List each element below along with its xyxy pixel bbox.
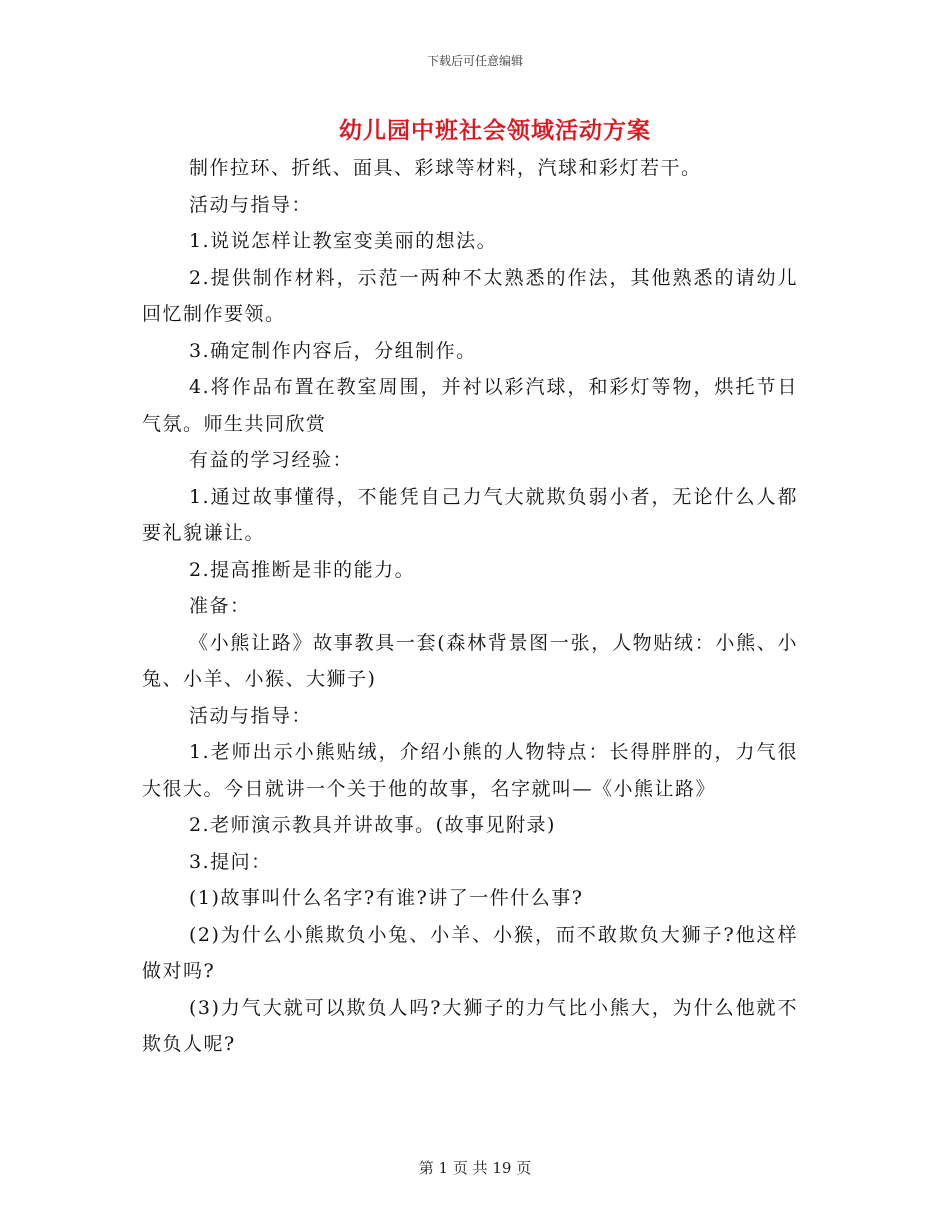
list-item: 1.老师出示小熊贴绒，介绍小熊的人物特点：长得胖胖的，力气很大很大。今日就讲一个关于他的故事，名字就叫—《小熊让路》 (142, 741, 798, 800)
list-item: 2.提供制作材料，示范一两种不太熟悉的作法，其他熟悉的请幼儿回忆制作要领。 (142, 266, 798, 325)
page-footer: 第 1 页 共 19 页 (418, 1159, 532, 1177)
list-item: 4.将作品布置在教室周围，并衬以彩汽球，和彩灯等物，烘托节日气氛。师生共同欣赏 (142, 376, 798, 435)
section-heading: 准备： (189, 595, 251, 617)
section-heading: 有益的学习经验： (189, 449, 354, 471)
section-heading: 活动与指导： (189, 704, 313, 727)
list-item: 3.提问： (189, 850, 272, 873)
document-body (142, 150, 798, 1063)
document-title: 幼儿园中班社会领域活动方案 (339, 117, 651, 144)
question-item: (1)故事叫什么名字?有谁?讲了一件什么事? (189, 887, 584, 909)
header-note: 下载后可任意编辑 (426, 54, 523, 68)
paragraph: 《小熊让路》故事教具一套(森林背景图一张，人物贴绒：小熊、小兔、小羊、小猴、大狮子) (142, 631, 798, 690)
question-item: (2)为什么小熊欺负小兔、小羊、小猴，而不敢欺负大狮子?他这样做对吗? (142, 923, 798, 982)
list-item: 2.提高推断是非的能力。 (189, 558, 416, 581)
list-item: 1.说说怎样让教室变美丽的想法。 (189, 230, 498, 252)
section-heading: 活动与指导： (189, 193, 313, 216)
list-item: 3.确定制作内容后，分组制作。 (189, 339, 477, 362)
question-item: (3)力气大就可以欺负人吗?大狮子的力气比小熊大，为什么他就不欺负人呢? (142, 996, 798, 1055)
list-item: 2.老师演示教具并讲故事。(故事见附录) (189, 814, 556, 836)
list-item: 1.通过故事懂得，不能凭自己力气大就欺负弱小者，无论什么人都要礼貌谦让。 (142, 485, 798, 544)
paragraph: 制作拉环、折纸、面具、彩球等材料，汽球和彩灯若干。 (189, 157, 702, 179)
